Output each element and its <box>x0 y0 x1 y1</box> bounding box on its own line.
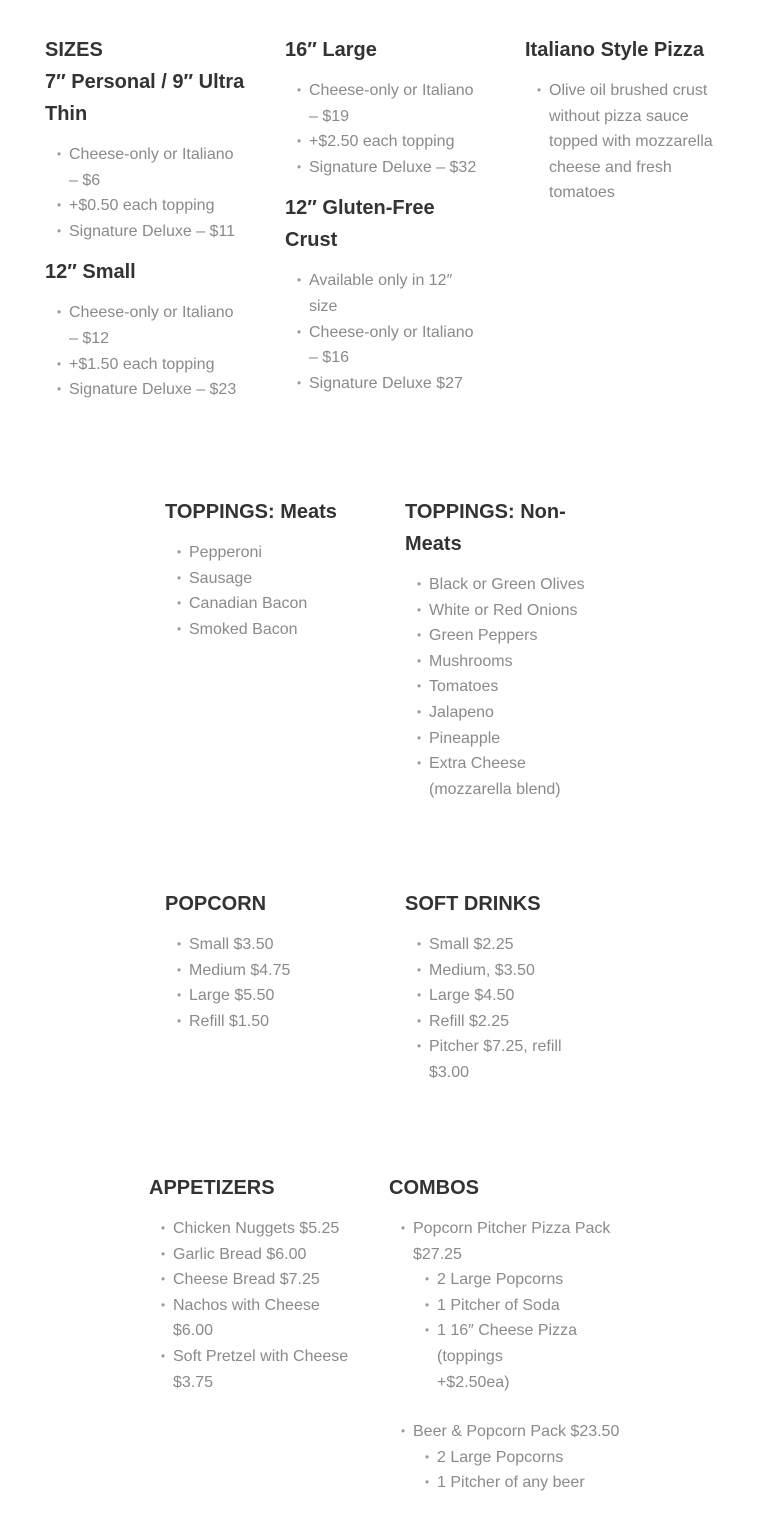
drinks-heading: SOFT DRINKS <box>405 893 541 915</box>
list-item: • +$2.50 each topping <box>299 129 485 155</box>
list-item: • Large $5.50 <box>179 983 365 1009</box>
list-item: • Signature Deluxe – $32 <box>299 155 485 181</box>
popcorn-heading: POPCORN <box>165 893 267 915</box>
list-item: • Black or Green Olives <box>419 572 595 598</box>
combo-pack-items <box>389 1445 627 1496</box>
list-item: • Olive oil brushed crust without pizza sauce topped with mozzarella cheese and fresh tomatoes <box>539 78 730 206</box>
small12-list <box>45 300 245 402</box>
meats-section <box>165 496 365 654</box>
list-item: • Small $2.25 <box>419 932 585 958</box>
italiano-list <box>525 78 730 206</box>
large16-heading: 16″ Large <box>285 39 377 61</box>
drinks-list <box>405 932 585 1086</box>
combos-section <box>389 1172 629 1520</box>
combo-pack-title: • Beer & Popcorn Pack $23.50 <box>403 1419 629 1445</box>
combo-pack-title: • Popcorn Pitcher Pizza Pack $27.25 <box>403 1216 629 1267</box>
nonmeats-list <box>405 572 595 802</box>
list-item: • Refill $1.50 <box>179 1009 365 1035</box>
small12-heading: 12″ Small <box>45 261 136 284</box>
list-item: • Sausage <box>179 566 365 592</box>
list-item: • Chicken Nuggets $5.25 <box>163 1216 354 1242</box>
combos-list <box>389 1216 629 1267</box>
list-item: • +$1.50 each topping <box>59 352 245 378</box>
list-item: • Mushrooms <box>419 649 595 675</box>
italiano-heading: Italiano Style Pizza <box>525 39 704 61</box>
glutenfree-heading: 12″ Gluten-Free Crust <box>285 197 435 252</box>
large16-list <box>285 78 485 180</box>
combos-heading: COMBOS <box>389 1177 479 1199</box>
list-item: • 2 Large Popcorns <box>427 1267 577 1293</box>
appetizers-list <box>149 1216 354 1395</box>
nonmeats-section <box>405 496 595 814</box>
list-item: • 1 Pitcher of any beer <box>427 1470 627 1496</box>
list-item: • Refill $2.25 <box>419 1009 585 1035</box>
list-item: • 1 Pitcher of Soda <box>427 1293 577 1319</box>
sizes-heading: SIZES 7″ Personal / 9″ Ultra Thin <box>45 39 245 125</box>
list-item: • White or Red Onions <box>419 598 595 624</box>
large16-section <box>285 34 485 408</box>
drinks-section <box>405 888 585 1098</box>
list-item: • Cheese-only or Italiano – $6 <box>59 142 245 193</box>
appetizers-heading: APPETIZERS <box>149 1177 275 1199</box>
list-item: • Pineapple <box>419 726 595 752</box>
list-item: • Medium $4.75 <box>179 958 365 984</box>
list-item: • Medium, $3.50 <box>419 958 585 984</box>
list-item: • Signature Deluxe – $23 <box>59 377 245 403</box>
sizes-list <box>45 142 245 244</box>
meats-list <box>165 540 365 642</box>
meats-heading: TOPPINGS: Meats <box>165 501 337 523</box>
combo-pack-items <box>389 1267 577 1395</box>
list-item: • Soft Pretzel with Cheese $3.75 <box>163 1344 354 1395</box>
list-item: • 1 16″ Cheese Pizza (toppings +$2.50ea) <box>427 1318 577 1395</box>
list-item: • Signature Deluxe $27 <box>299 371 485 397</box>
nonmeats-heading: TOPPINGS: Non-Meats <box>405 501 566 555</box>
list-item: • 2 Large Popcorns <box>427 1445 627 1471</box>
list-item: • Extra Cheese (mozzarella blend) <box>419 751 595 802</box>
list-item: • Cheese-only or Italiano – $12 <box>59 300 245 351</box>
glutenfree-list <box>285 268 485 396</box>
list-item: • Cheese Bread $7.25 <box>163 1267 354 1293</box>
list-item: • Tomatoes <box>419 674 595 700</box>
list-item: • Pepperoni <box>179 540 365 566</box>
list-item: • Canadian Bacon <box>179 591 365 617</box>
list-item: • Green Peppers <box>419 623 595 649</box>
list-item: • +$0.50 each topping <box>59 193 245 219</box>
italiano-section <box>525 34 730 218</box>
combos-list <box>389 1419 629 1445</box>
popcorn-section <box>165 888 365 1046</box>
list-item: • Smoked Bacon <box>179 617 365 643</box>
list-item: • Nachos with Cheese $6.00 <box>163 1293 354 1344</box>
popcorn-list <box>165 932 365 1034</box>
list-item: • Small $3.50 <box>179 932 365 958</box>
list-item: • Cheese-only or Italiano – $19 <box>299 78 485 129</box>
sizes-section <box>45 34 245 415</box>
list-item: • Pitcher $7.25, refill $3.00 <box>419 1034 585 1085</box>
list-item: • Jalapeno <box>419 700 595 726</box>
list-item: • Garlic Bread $6.00 <box>163 1242 354 1268</box>
list-item: • Large $4.50 <box>419 983 585 1009</box>
list-item: • Cheese-only or Italiano – $16 <box>299 320 485 371</box>
appetizers-section <box>149 1172 354 1407</box>
list-item: • Signature Deluxe – $11 <box>59 219 245 245</box>
list-item: • Available only in 12″ size <box>299 268 485 319</box>
